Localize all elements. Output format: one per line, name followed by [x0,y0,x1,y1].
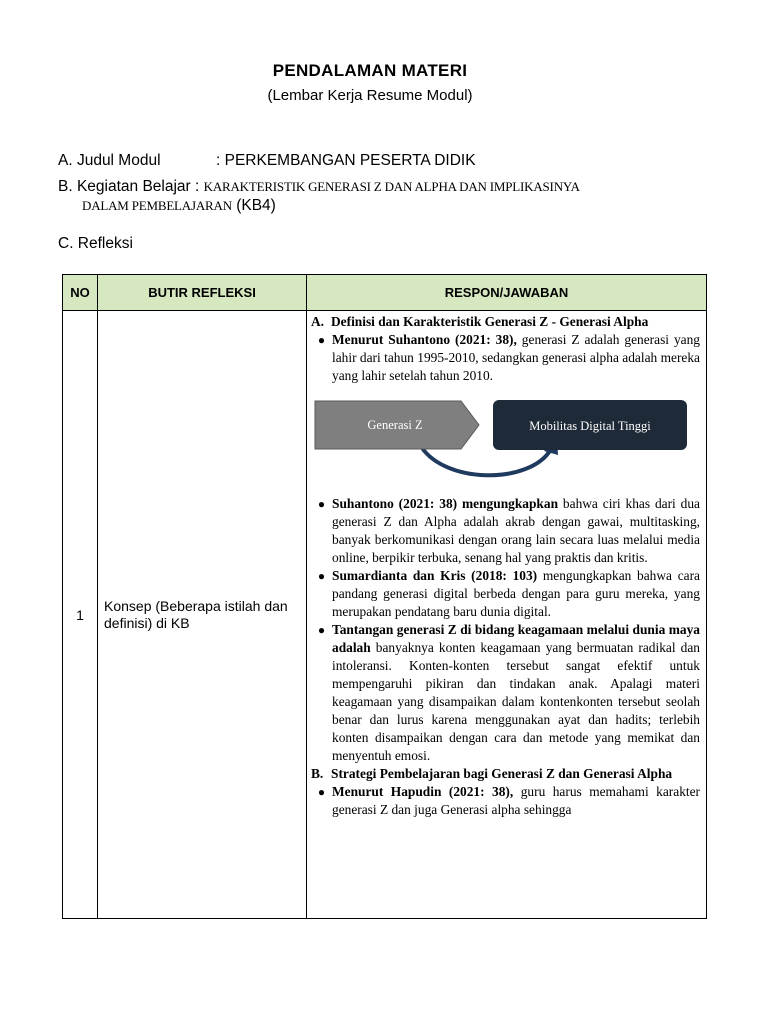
list-item [311,783,700,819]
bullet-icon: ● [317,497,326,511]
list-item [311,567,700,621]
list-item [311,495,700,567]
section-b-heading [311,765,700,783]
list-item [311,621,700,765]
field-kegiatan-belajar [58,178,580,196]
refleksi-table [62,274,707,919]
judul-value: : PERKEMBANGAN PESERTA DIDIK [216,152,476,169]
header-respon-jawaban: RESPON/JAWABAN [307,275,707,311]
bullet-icon: ● [317,333,326,347]
mobilitas-label: Mobilitas Digital Tinggi [529,419,651,433]
concept-diagram [311,385,700,495]
citation: Suhantono (2021: 38) mengungkapkan [332,496,559,511]
section-a-marker: A. [311,314,325,329]
citation: Menurut Hapudin (2021: 38), [332,784,514,799]
kegiatan-value-line2: DALAM PEMBELAJARAN [82,198,232,213]
document-subtitle: (Lembar Kerja Resume Modul) [267,87,473,104]
item-text: mengungkapkan bahwa cara pandang generasi digital berbeda dengan para guru mereka, yang merupakan pendatang baru dunia digital. [332,568,700,619]
citation: Tantangan generasi Z di bidang keagamaan melalui dunia maya adalah [332,622,700,655]
section-b-title: Strategi Pembelajaran bagi Generasi Z dan Generasi Alpha [331,766,673,781]
kegiatan-label: B. Kegiatan Belajar : [58,178,200,195]
diagram-svg [311,385,707,495]
citation: Menurut Suhantono (2021: 38), [332,332,517,347]
header-butir-refleksi: BUTIR REFLEKSI [98,275,307,311]
bullet-icon: ● [317,569,326,583]
kegiatan-value-line1: KARAKTERISTIK GENERASI Z DAN ALPHA DAN IMPLIKASINYA [203,179,580,194]
section-a-heading [311,313,700,331]
citation: Sumardianta dan Kris (2018: 103) [332,568,538,583]
row-butir: Konsep (Beberapa istilah dan definisi) di KB [98,311,307,919]
table-header-row [63,275,707,311]
list-item [311,331,700,385]
section-b-marker: B. [311,766,324,781]
item-text: bahwa ciri khas dari dua generasi Z dan Alpha adalah akrab dengan gawai, multitasking, banyak berkomunikasi dengan orang lain secara luas melalui media online, berpikir terbuka, senang hal yang praktis dan kritis. [332,496,700,565]
refleksi-heading: C. Refleksi [58,235,133,252]
header-no: NO [63,275,98,311]
judul-label: A. Judul Modul [58,152,161,169]
bullet-icon: ● [317,785,326,799]
field-judul-modul [58,152,476,170]
item-text: guru harus memahami karakter generasi Z dan juga Generasi alpha sehingga [332,784,701,817]
kegiatan-code: (KB4) [236,197,276,214]
bullet-icon: ● [317,623,326,637]
generasi-z-label: Generasi Z [367,418,423,432]
table-row [63,311,707,919]
item-text: generasi Z adalah generasi yang lahir dari tahun 1995-2010, sedangkan generasi alpha adalah mereka yang lahir setelah tahun 2010. [332,332,700,383]
document-title: PENDALAMAN MATERI [272,61,468,80]
field-kegiatan-belajar-line2 [82,197,276,215]
section-a-title: Definisi dan Karakteristik Generasi Z - Generasi Alpha [331,314,649,329]
item-text: banyaknya konten keagamaan yang bermuatan radikal dan intoleransi. Konten-konten tersebut sangat efektif untuk mempengaruhi pikiran dan tindakan anak. Apalagi materi keagamaan yang disampaikan dalam kontenkonten tersebut seolah benar dan lurus karena menggunakan ayat dan hadits; terlebih konten disampaikan dengan cara dan metode yang memikat dan menyentuh emosi. [332,640,700,763]
row-number: 1 [63,311,98,919]
row-respon [307,311,707,919]
